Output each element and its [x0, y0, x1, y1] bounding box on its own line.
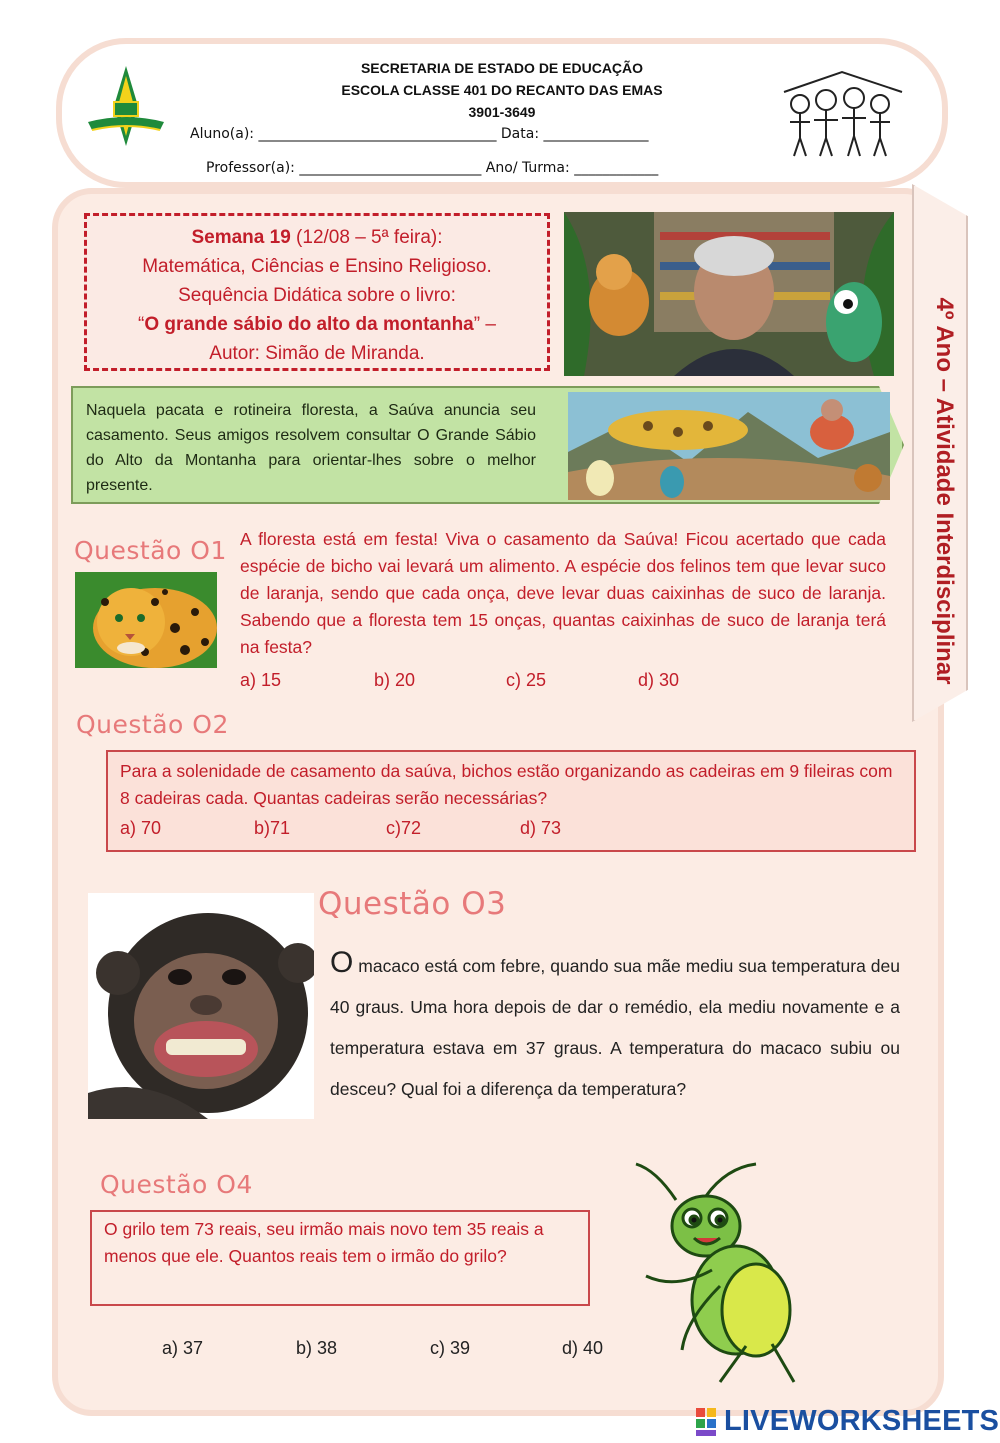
story-illustration [568, 392, 890, 500]
aluno-field[interactable]: __________________________________ [258, 126, 497, 142]
cricket-image [616, 1160, 816, 1388]
turma-label: Ano/ Turma: [485, 160, 570, 176]
q1-options [240, 670, 740, 694]
q4-options [162, 1338, 612, 1362]
week-sequence: Sequência Didática sobre o livro: [178, 285, 456, 306]
header-phone: 3901-3649 [468, 104, 536, 120]
week-subjects: Matemática, Ciências e Ensino Religioso. [142, 256, 492, 277]
q1-option-d[interactable]: d) 30 [638, 670, 680, 690]
professor-field[interactable]: __________________________ [299, 160, 482, 176]
week-title [87, 223, 547, 252]
q1-text: A floresta está em festa! Viva o casamento da Saúva! Ficou acertado que cada espécie de bicho vai levará um alimento. A espécie dos felinos tem que levar suco de laranja, sendo que cada onça, deve levar duas caixinhas de suco de laranja. Sabendo que a floresta tem 15 onças, quantas caixinhas de suco de laranja terá na festa? [240, 529, 886, 657]
q2-title: Questão O2 [76, 710, 229, 739]
professor-label: Professor(a): [206, 160, 295, 176]
q2-option-b[interactable]: b)71 [254, 818, 291, 838]
week-info-box [84, 213, 550, 371]
q2-options [120, 818, 620, 842]
q3-text: macaco está com febre, quando sua mãe mediu sua temperatura deu 40 graus. Uma hora depois de dar o remédio, ela mediu novamente e a temperatura estava em 37 graus. A temperatura do macaco subiu ou desceu? Qual foi a diferença da temperatura? [330, 956, 900, 1099]
week-author: Autor: Simão de Miranda. [209, 343, 425, 364]
q1-option-b[interactable]: b) 20 [374, 670, 416, 690]
book-title: O grande sábio do alto da montanha [144, 314, 474, 335]
q3-text-block [330, 942, 900, 1110]
q3-title: Questão O3 [318, 886, 507, 922]
turma-field[interactable]: ____________ [574, 160, 659, 176]
week-book-line [87, 310, 547, 339]
q1-title: Questão O1 [74, 536, 227, 565]
header-school: ESCOLA CLASSE 401 DO RECANTO DAS EMAS [341, 82, 663, 98]
q2-option-c[interactable]: c)72 [386, 818, 422, 838]
q1-option-c[interactable]: c) 25 [506, 670, 547, 690]
data-label: Data: [500, 126, 540, 142]
storyteller-video-thumbnail[interactable] [564, 212, 894, 376]
df-logo-icon [84, 66, 168, 148]
jaguar-image [75, 572, 217, 668]
q2-text: Para a solenidade de casamento da saúva, bichos estão organizando as cadeiras em 9 fileiras com 8 cadeiras cada. Quantas cadeiras serão necessárias? [120, 761, 893, 808]
data-field[interactable]: _______________ [543, 126, 649, 142]
aluno-label: Aluno(a): [190, 126, 254, 142]
book-quote-open: “ [138, 314, 145, 335]
book-quote-close: ” – [473, 314, 496, 335]
q2-option-a[interactable]: a) 70 [120, 818, 162, 838]
week-date: (12/08 – 5ª feira): [290, 227, 443, 248]
q4-option-c[interactable]: c) 39 [430, 1338, 471, 1358]
q1-option-a[interactable]: a) 15 [240, 670, 282, 690]
week-number: Semana 19 [191, 227, 291, 248]
q4-option-a[interactable]: a) 37 [162, 1338, 204, 1358]
q4-title: Questão O4 [100, 1170, 253, 1199]
side-tab-label: 4º Ano – Atividade Interdisciplinar [931, 297, 958, 685]
liveworksheets-brand[interactable]: LIVEWORKSHEETS [724, 1405, 1000, 1437]
story-text: Naquela pacata e rotineira floresta, a Saúva anuncia seu casamento. Seus amigos resolvem consultar O Grande Sábio do Alto da Montanha para orientar-lhes sobre o melhor presente. [86, 402, 536, 494]
chimpanzee-image [88, 893, 314, 1119]
header-secretaria: SECRETARIA DE ESTADO DE EDUCAÇÃO [360, 60, 644, 76]
school-kids-icon [778, 68, 906, 160]
q4-text: O grilo tem 73 reais, seu irmão mais novo tem 35 reais a menos que ele. Quantos reais tem o irmão do grilo? [104, 1219, 544, 1266]
q2-option-d[interactable]: d) 73 [520, 818, 562, 838]
q3-first-letter: O [330, 946, 354, 979]
q4-option-b[interactable]: b) 38 [296, 1338, 338, 1358]
aluno-row [190, 126, 649, 142]
q4-option-d[interactable]: d) 40 [562, 1338, 604, 1358]
professor-row [206, 160, 658, 176]
